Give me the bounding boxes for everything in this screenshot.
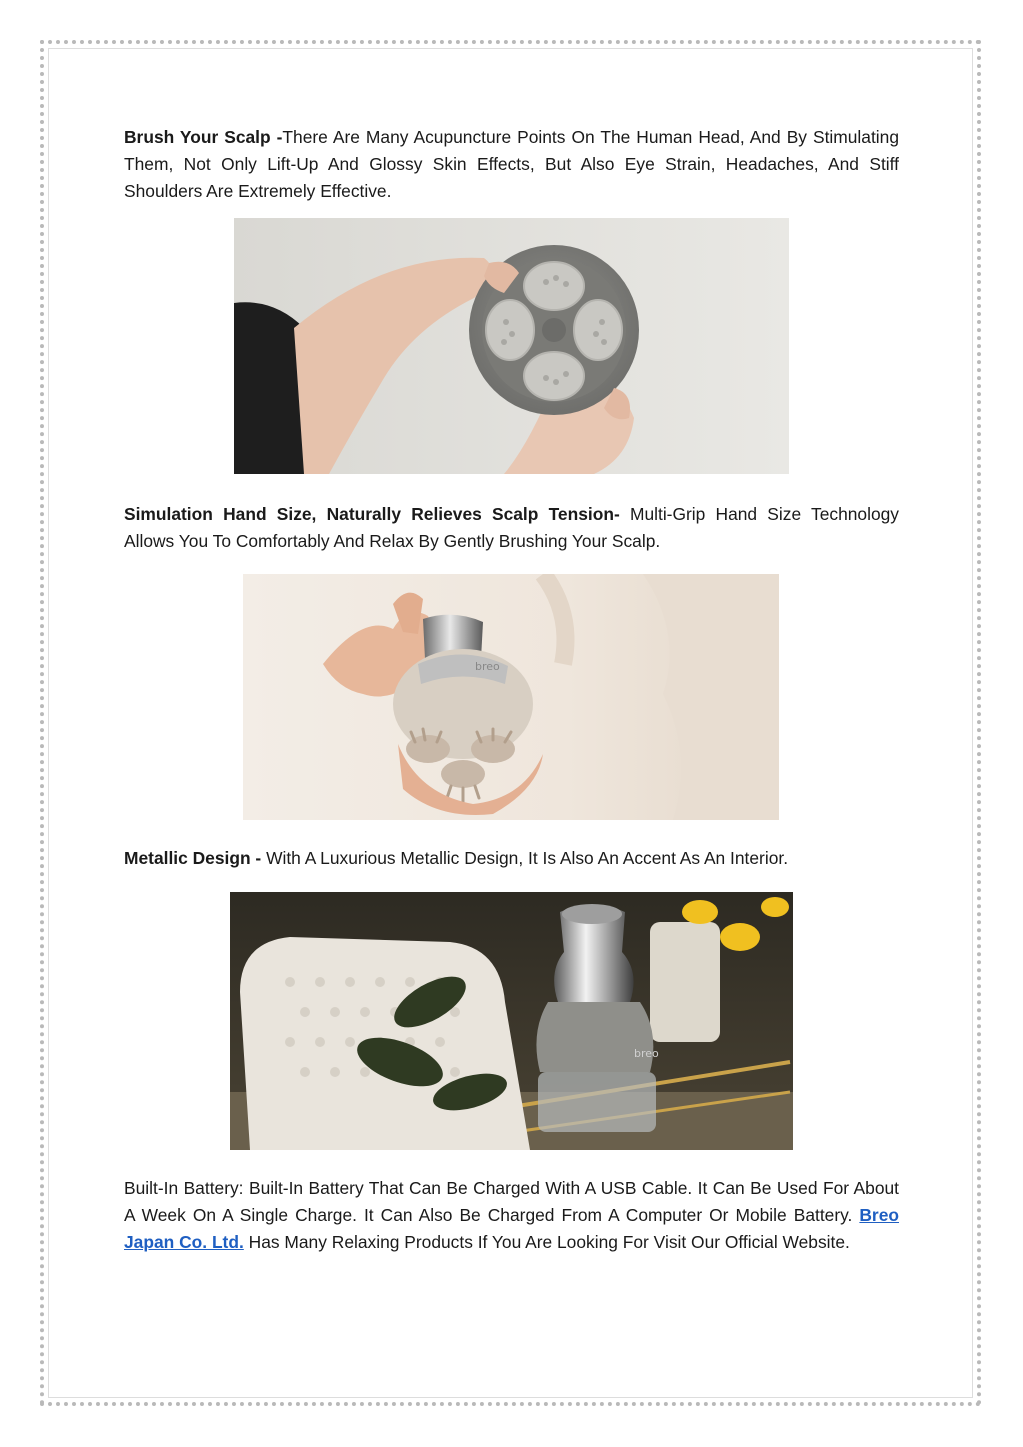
- photo-massager-hands: [243, 574, 779, 820]
- photo-massager-interior: [230, 892, 793, 1150]
- photo-massager-bottom: [234, 218, 789, 474]
- paragraph-brush-scalp: [124, 124, 899, 205]
- body-brush-scalp: There Are Many Acupuncture Points On The Human Head, And By Stimulating Them, Not Only Lift-Up And Glossy Skin Effects, But Also Eye Strain, Headaches, And Stiff Shoulders Are Extremely Effective.: [124, 127, 900, 201]
- brand-mark-2: breo: [634, 1047, 659, 1060]
- breo-japan-link[interactable]: Breo Japan Co. Ltd.: [124, 1205, 899, 1252]
- paragraph-hand-size: [124, 501, 899, 555]
- heading-metallic-design: Metallic Design -: [124, 848, 267, 868]
- scalp-massager-bottom-icon: [234, 218, 789, 474]
- heading-brush-scalp: Brush Your Scalp -: [124, 127, 283, 147]
- battery-text-after: Has Many Relaxing Products If You Are Looking For Visit Our Official Website.: [243, 1232, 850, 1252]
- heading-hand-size: Simulation Hand Size, Naturally Relieves Scalp Tension-: [124, 504, 620, 524]
- scalp-massager-hands-icon: [243, 574, 779, 820]
- battery-text-before: Built-In Battery: Built-In Battery That Can Be Charged With A USB Cable. It Can Be Used For About A Week On A Single Charge. It Can Also Be Charged From A Computer Or Mobile Battery.: [124, 1178, 899, 1225]
- body-metallic-design: With A Luxurious Metallic Design, It Is Also An Accent As An Interior.: [266, 848, 789, 868]
- paragraph-battery: [124, 1175, 899, 1256]
- brand-mark: breo: [475, 660, 500, 673]
- scalp-massager-interior-icon: [230, 892, 793, 1150]
- paragraph-metallic-design: [124, 845, 899, 872]
- body-hand-size: Multi-Grip Hand Size Technology Allows You To Comfortably And Relax By Gently Brushing Your Scalp.: [124, 504, 899, 551]
